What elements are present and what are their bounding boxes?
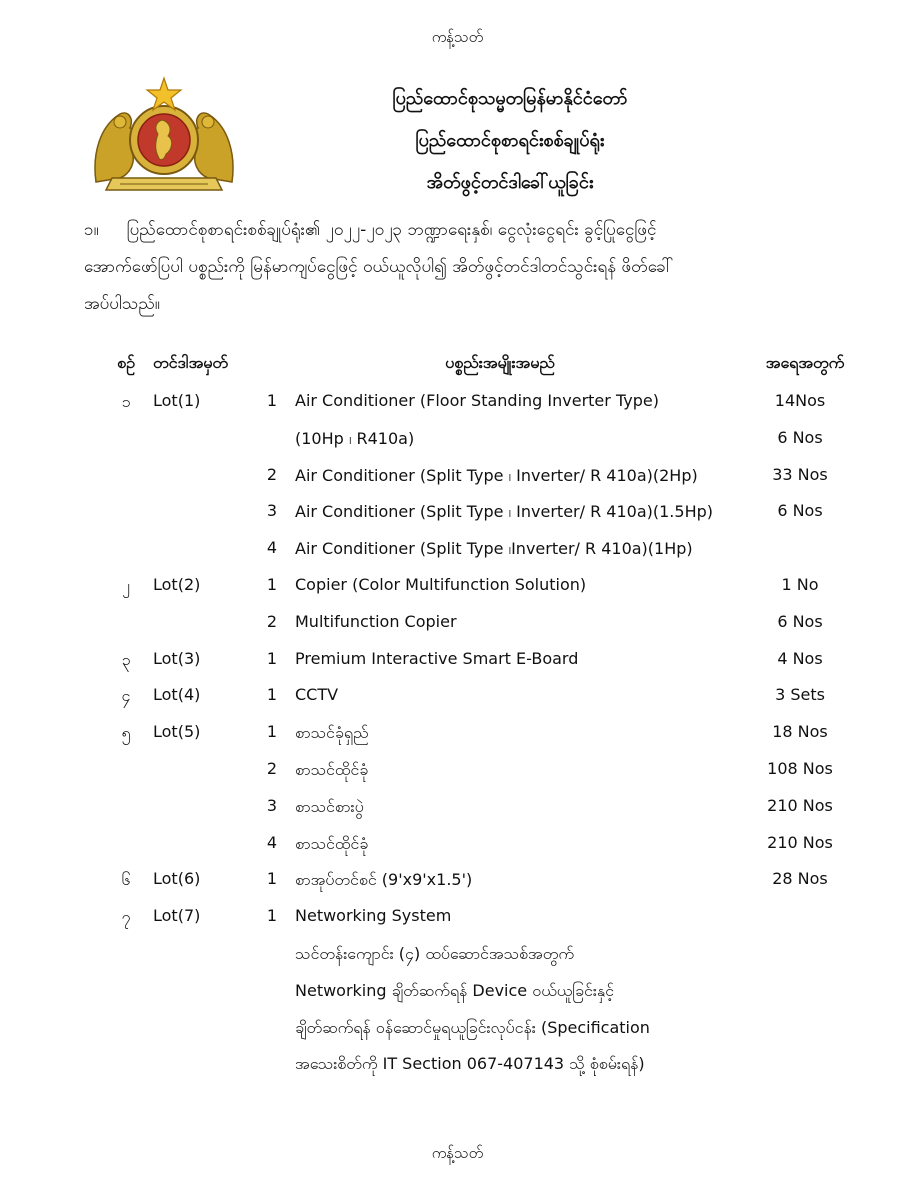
- paragraph-line-3: အပ်ပါသည်။: [84, 294, 160, 314]
- col-header-qty: အရေအတွက်: [765, 353, 845, 372]
- row-description: CCTV: [295, 685, 339, 704]
- row-description: စာသင်ခုံရှည်: [295, 723, 369, 742]
- row-lot: Lot(2): [153, 575, 201, 594]
- paragraph-line-2: အောက်ဖော်ပြပါ ပစ္စည်းကို မြန်မာကျပ်ငွေဖြင့် ဝယ်ယူလိုပါ၍ အိတ်ဖွင့်တင်ဒါတင်သွင်းရန် ဖိတ်ခေါ်: [84, 257, 674, 277]
- row-item-index: 2: [266, 465, 278, 484]
- row-quantity: 6 Nos: [777, 612, 823, 631]
- row-item-index: 1: [266, 391, 278, 410]
- row-item-index: 1: [266, 869, 278, 888]
- row-item-index: 4: [266, 538, 278, 557]
- row-lot: Lot(6): [153, 869, 201, 888]
- row-item-index: 3: [266, 796, 278, 815]
- row-item-index: 3: [266, 501, 278, 520]
- row-item-index: 1: [266, 906, 278, 925]
- row-lot: Lot(1): [153, 391, 201, 410]
- row-quantity: 33 Nos: [772, 465, 828, 484]
- row-number: ၁: [121, 392, 131, 411]
- col-header-no: စဉ်: [117, 353, 135, 372]
- row-description: အသေးစိတ်ကို IT Section 067-407143 သို့ စုံစမ်းရန်): [295, 1054, 645, 1073]
- row-description: စာအုပ်တင်စင် (9'x9'x1.5'): [295, 870, 473, 889]
- row-description: Networking System: [295, 906, 452, 925]
- row-description: ချိတ်ဆက်ရန် ဝန်ဆောင်မှုရယူခြင်းလုပ်ငန်း (Specification: [295, 1018, 650, 1037]
- row-quantity: 18 Nos: [772, 722, 828, 741]
- paragraph-line-1: [84, 212, 892, 249]
- col-header-lot: တင်ဒါအမှတ်: [153, 353, 228, 372]
- row-description: Air Conditioner (Split Type ၊ Inverter/ R 410a)(1.5Hp): [295, 502, 713, 521]
- row-description: (10Hp ၊ R410a): [295, 429, 415, 448]
- row-quantity: 210 Nos: [767, 833, 833, 852]
- row-quantity: 6 Nos: [777, 428, 823, 447]
- row-item-index: 2: [266, 612, 278, 631]
- intro-paragraph: [84, 212, 892, 323]
- row-description: Networking ချိတ်ဆက်ရန် Device ဝယ်ယူခြင်းနှင့်: [295, 981, 615, 1000]
- row-description: စာသင်ထိုင်ခုံ: [295, 834, 369, 853]
- row-description: Multifunction Copier: [295, 612, 457, 631]
- row-quantity: 108 Nos: [767, 759, 833, 778]
- paragraph-line-1-text: ပြည်ထောင်စုစာရင်းစစ်ချုပ်ရုံး၏ ၂၀၂၂-၂၀၂၃ ဘဏ္ဍာရေးနှစ်၊ ငွေလုံးငွေရင်း ခွင့်ပြုငွေဖြင့်: [126, 220, 657, 240]
- row-item-index: 1: [266, 685, 278, 704]
- paragraph-number: ၁။: [84, 220, 99, 240]
- bottom-security-marking: ကန့်သတ်: [431, 1144, 484, 1162]
- row-quantity: 210 Nos: [767, 796, 833, 815]
- top-security-marking: ကန့်သတ်: [431, 28, 484, 46]
- row-description: Premium Interactive Smart E-Board: [295, 649, 579, 668]
- row-description: Air Conditioner (Floor Standing Inverter Type): [295, 391, 659, 410]
- row-item-index: 4: [266, 833, 278, 852]
- row-quantity: 4 Nos: [777, 649, 823, 668]
- col-header-item: ပစ္စည်းအမျိုးအမည်: [445, 353, 555, 372]
- row-lot: Lot(5): [153, 722, 201, 741]
- row-description: စာသင်ထိုင်ခုံ: [295, 760, 369, 779]
- row-number: ၆: [121, 870, 131, 889]
- row-number: ၇: [121, 907, 131, 926]
- row-quantity: 28 Nos: [772, 869, 828, 888]
- row-quantity: 14Nos: [774, 391, 826, 410]
- row-description: Air Conditioner (Split Type ၊ Inverter/ R 410a)(2Hp): [295, 466, 698, 485]
- row-description: စာသင်စားပွဲ: [295, 797, 364, 816]
- row-description: သင်တန်းကျောင်း (၄) ထပ်ဆောင်အသစ်အတွက်: [295, 944, 574, 963]
- row-quantity: 3 Sets: [775, 685, 825, 704]
- row-description: Copier (Color Multifunction Solution): [295, 575, 587, 594]
- row-item-index: 1: [266, 722, 278, 741]
- row-quantity: 1 No: [781, 575, 819, 594]
- heading-tender-invitation: အိတ်ဖွင့်တင်ဒါခေါ်ယူခြင်း: [426, 172, 594, 193]
- row-number: ၂: [122, 576, 130, 595]
- row-item-index: 2: [266, 759, 278, 778]
- row-quantity: 6 Nos: [777, 501, 823, 520]
- row-number: ၄: [121, 686, 131, 705]
- row-number: ၅: [121, 723, 131, 742]
- row-number: ၃: [121, 650, 131, 669]
- state-seal-emblem: [90, 74, 238, 196]
- row-item-index: 1: [266, 575, 278, 594]
- row-item-index: 1: [266, 649, 278, 668]
- row-description: Air Conditioner (Split Type ၊Inverter/ R 410a)(1Hp): [295, 539, 693, 558]
- row-lot: Lot(4): [153, 685, 201, 704]
- heading-office: ပြည်ထောင်စုစာရင်းစစ်ချုပ်ရုံး: [415, 130, 605, 151]
- row-lot: Lot(3): [153, 649, 201, 668]
- heading-country: ပြည်ထောင်စုသမ္မတမြန်မာနိုင်ငံတော်: [392, 88, 628, 109]
- row-lot: Lot(7): [153, 906, 201, 925]
